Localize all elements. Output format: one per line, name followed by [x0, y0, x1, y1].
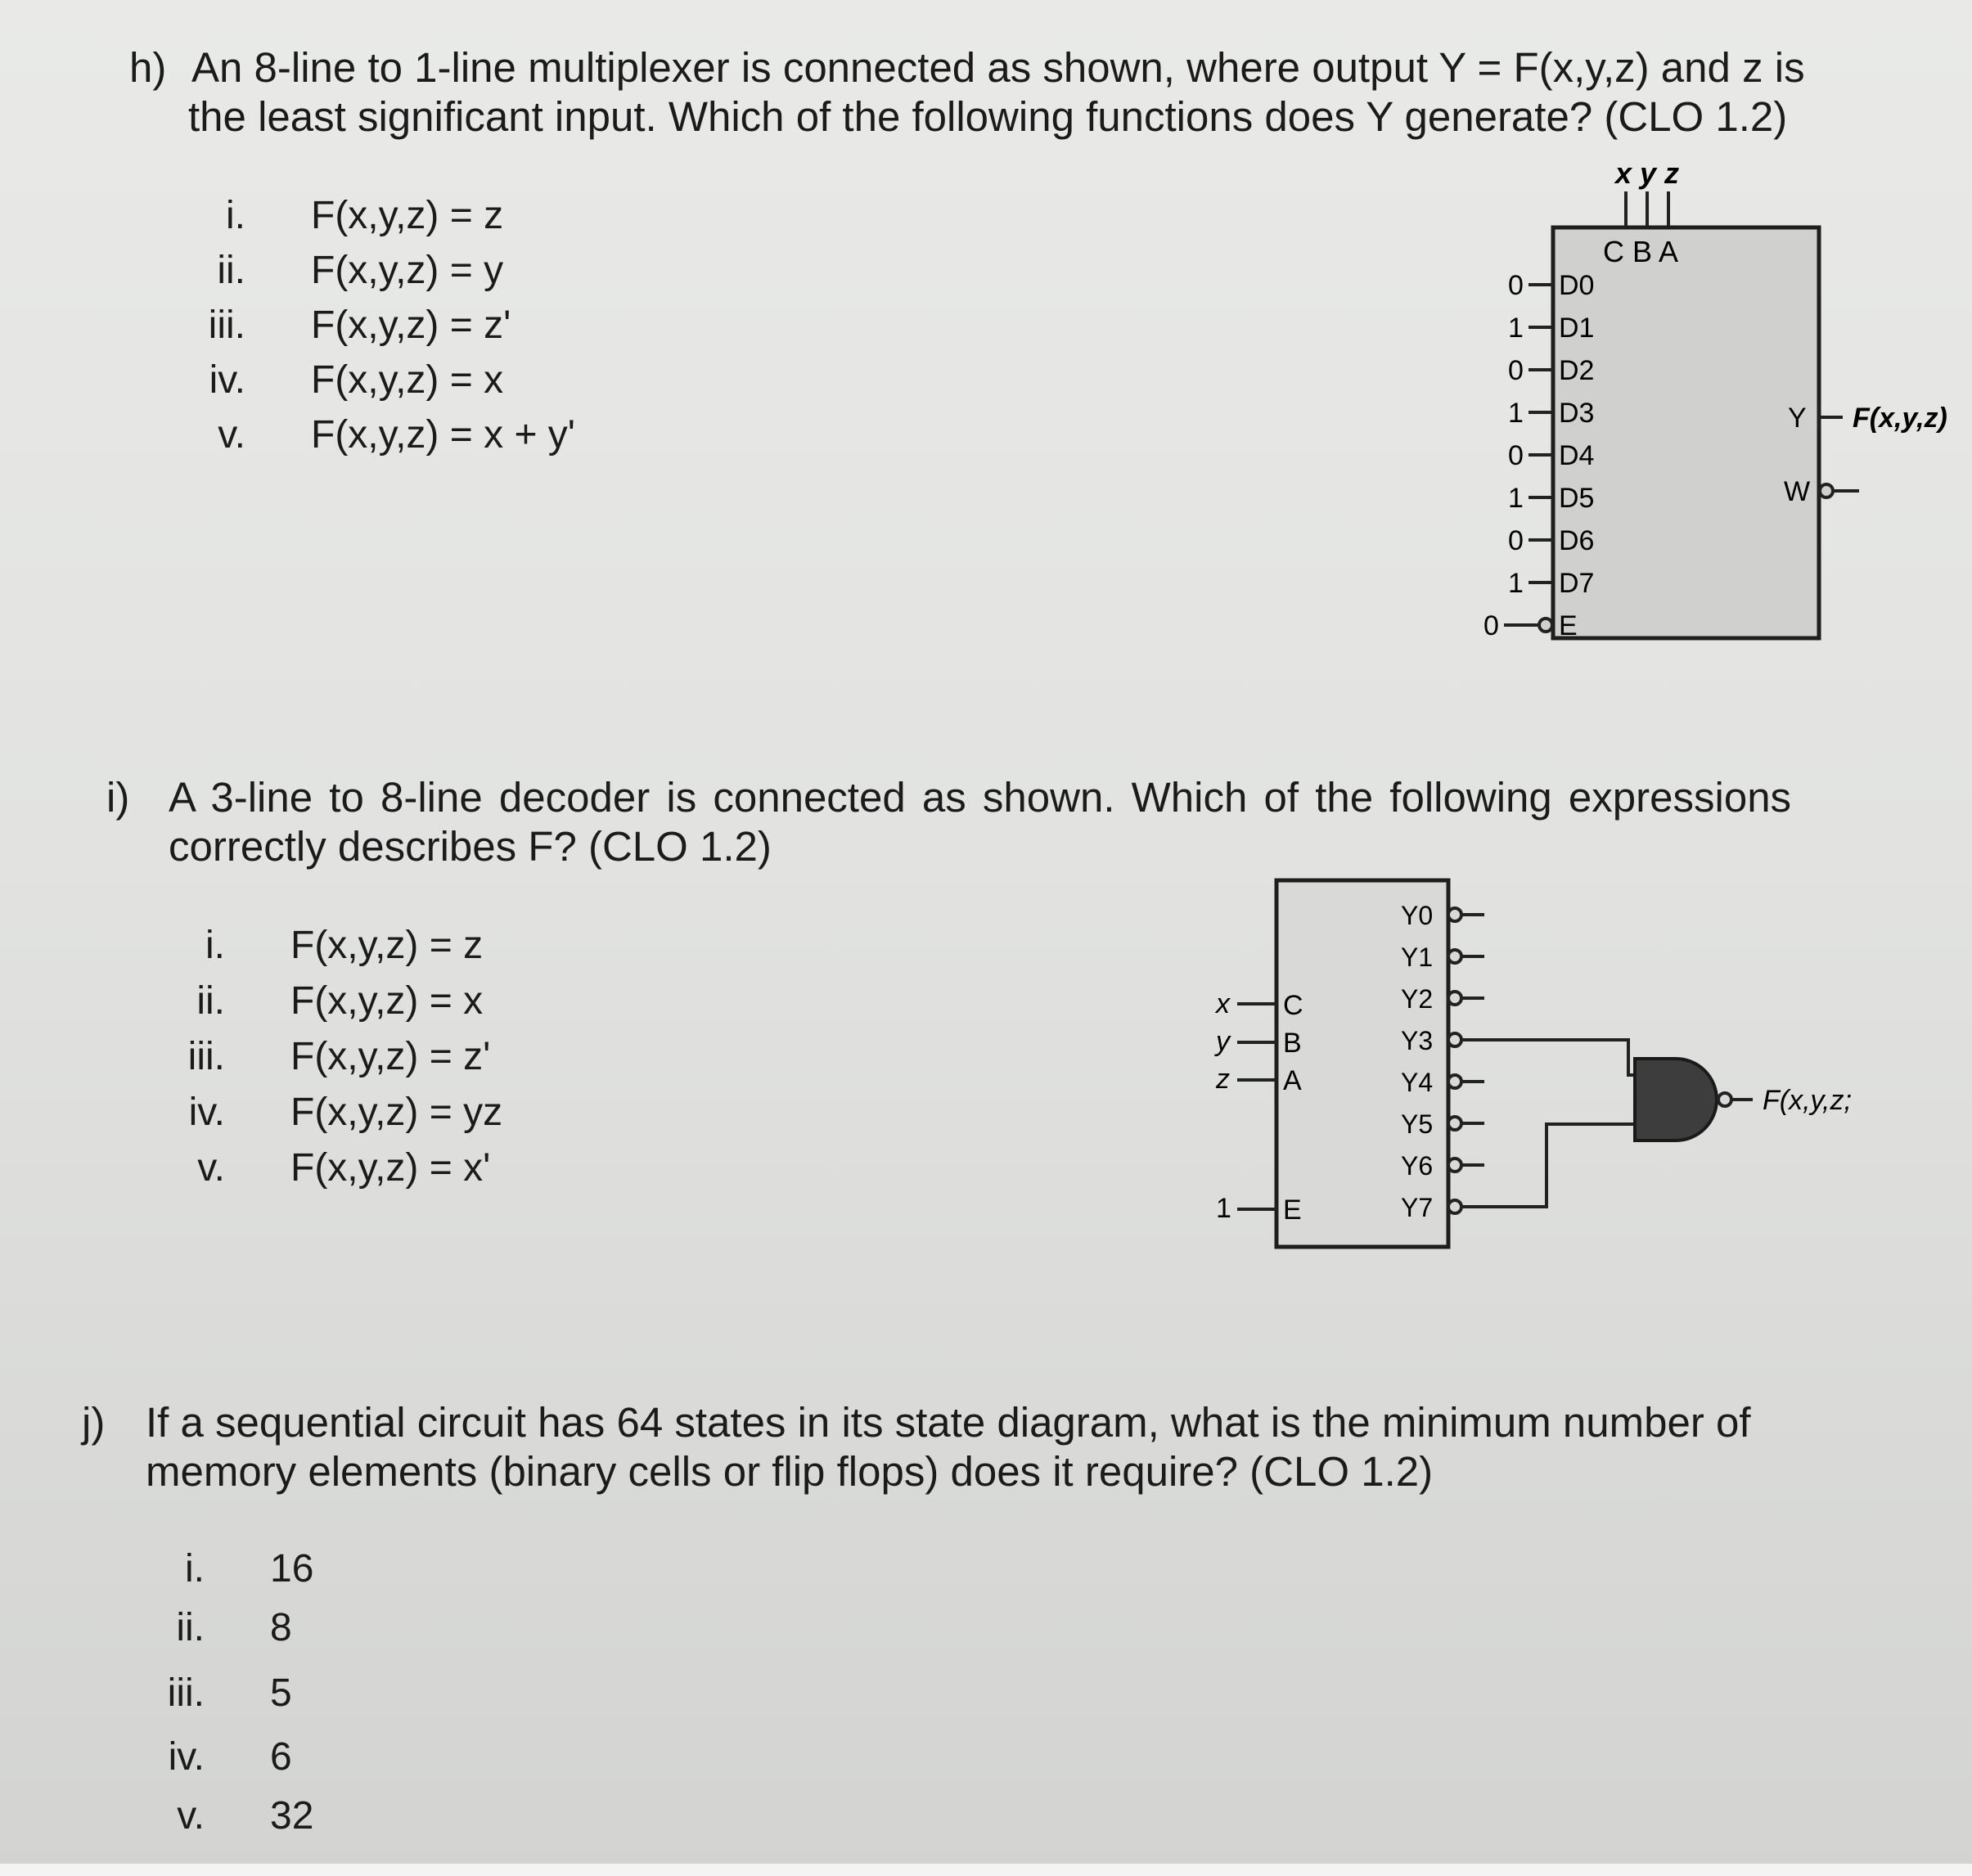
inversion-bubble-icon: [1448, 950, 1461, 963]
decoder-output-label: Y2: [1401, 984, 1434, 1014]
option-text: F(x,y,z) = x: [290, 979, 484, 1023]
mux-output-function: F(x,y,z): [1853, 403, 1947, 434]
question-h-label: h): [129, 44, 167, 91]
decoder-output-label: Y1: [1401, 942, 1434, 972]
mux-input-label: D1: [1559, 313, 1595, 344]
inversion-bubble-icon: [1448, 1075, 1461, 1088]
decoder-output-y3: [1401, 1026, 1461, 1055]
option-number: iv.: [209, 358, 245, 402]
question-h-line-2: the least significant input. Which of the following functions does Y generate? (CLO 1.2): [188, 93, 1788, 140]
inversion-bubble-icon: [1448, 1033, 1461, 1046]
option-text: F(x,y,z) = x + y': [311, 413, 575, 457]
option-number: iv.: [168, 1735, 205, 1779]
option-number: i.: [205, 924, 225, 967]
decoder-input-c: [1214, 988, 1303, 1021]
option-number: v.: [177, 1794, 205, 1838]
decoder-output-function: F(x,y,z;: [1763, 1085, 1852, 1116]
decoder-input-label: A: [1283, 1065, 1302, 1096]
question-i-label: i): [106, 774, 130, 821]
decoder-enable-signal: 1: [1216, 1193, 1231, 1224]
decoder-output-label: Y4: [1401, 1068, 1434, 1097]
option-number: v.: [197, 1146, 225, 1190]
question-i-line-2: correctly describes F? (CLO 1.2): [169, 823, 772, 870]
mux-output-w-label: W: [1784, 476, 1811, 507]
decoder-input-label: B: [1283, 1028, 1302, 1059]
option-text: 6: [270, 1735, 292, 1779]
mux-input-label: D7: [1559, 568, 1595, 599]
option-text: F(x,y,z) = z': [311, 304, 511, 347]
decoder-output-label: Y0: [1401, 901, 1434, 930]
inversion-bubble-icon: [1718, 1093, 1731, 1106]
decoder-input-signal: y: [1216, 1026, 1230, 1057]
decoder-output-y7: [1401, 1193, 1461, 1222]
mux-input-label: D2: [1559, 355, 1595, 386]
mux-input-value: 0: [1508, 440, 1524, 471]
mux-enable: [1484, 610, 1578, 641]
option-text: F(x,y,z) = x: [311, 358, 504, 402]
decoder-diagram: [1203, 867, 1923, 1268]
option-number: iii.: [167, 1671, 205, 1715]
inversion-bubble-icon: [1448, 908, 1461, 921]
decoder-input-b: [1214, 1026, 1302, 1059]
decoder-input-signal: x: [1216, 988, 1230, 1019]
option-number: iii.: [187, 1035, 225, 1078]
mux-input-value: 0: [1508, 355, 1524, 386]
option-text: F(x,y,z) = z': [290, 1035, 491, 1078]
option-number: ii.: [217, 249, 245, 292]
option-text: 32: [270, 1794, 314, 1838]
option-text: F(x,y,z) = y: [311, 249, 504, 292]
screen-bottom-edge: [0, 1864, 1972, 1876]
option-number: iii.: [208, 304, 245, 347]
decoder-output-label: Y5: [1401, 1109, 1434, 1139]
mux-input-label: D6: [1559, 525, 1595, 556]
mux-input-value: 0: [1508, 270, 1524, 301]
option-text: F(x,y,z) = z: [290, 924, 484, 967]
question-j-line-1: If a sequential circuit has 64 states in its state diagram, what is the minimum number of: [146, 1399, 1751, 1446]
option-number: i.: [226, 194, 245, 237]
option-number: v.: [218, 413, 245, 457]
option-text: 16: [270, 1547, 314, 1590]
option-number: ii.: [176, 1606, 205, 1649]
inversion-bubble-icon: [1448, 1158, 1461, 1172]
decoder-output-label: Y3: [1401, 1026, 1434, 1055]
mux-enable-value: 0: [1484, 610, 1499, 641]
inversion-bubble-icon: [1448, 992, 1461, 1005]
mux-input-value: 1: [1508, 483, 1524, 514]
option-text: F(x,y,z) = x': [290, 1146, 491, 1190]
question-j-label: j): [82, 1399, 106, 1446]
decoder-body: [1276, 880, 1448, 1247]
mux-input-label: D4: [1559, 440, 1595, 471]
mux-input-label: D5: [1559, 483, 1595, 514]
mux-output-w: [1784, 476, 1859, 507]
mux-input-value: 1: [1508, 313, 1524, 344]
inversion-bubble-icon: [1448, 1200, 1461, 1213]
mux-top-inputs: x y z: [1614, 156, 1680, 190]
inversion-bubble-icon: [1820, 484, 1833, 497]
decoder-enable: [1216, 1193, 1302, 1226]
mux-input-label: D0: [1559, 270, 1595, 301]
option-text: 8: [270, 1606, 292, 1649]
question-h-line-1: An 8-line to 1-line multiplexer is connected as shown, where output Y = F(x,y,z) and z is: [191, 44, 1805, 91]
mux-output-y-label: Y: [1788, 403, 1807, 434]
multiplexer-diagram: [1456, 155, 1947, 663]
inversion-bubble-icon: [1539, 619, 1552, 632]
option-number: iv.: [188, 1091, 225, 1134]
question-j-line-2: memory elements (binary cells or flip flops) does it require? (CLO 1.2): [146, 1448, 1434, 1495]
mux-enable-label: E: [1559, 610, 1578, 641]
decoder-input-label: C: [1283, 990, 1303, 1021]
option-text: 5: [270, 1671, 292, 1715]
mux-select-labels: C B A: [1602, 235, 1679, 268]
decoder-input-signal: z: [1216, 1064, 1230, 1095]
mux-input-value: 0: [1508, 525, 1524, 556]
option-number: i.: [185, 1547, 205, 1590]
mux-input-value: 1: [1508, 398, 1524, 429]
option-text: F(x,y,z) = z: [311, 194, 504, 237]
wire-y7-to-gate: [1461, 1124, 1635, 1207]
decoder-input-a: [1215, 1064, 1302, 1096]
nand-gate-icon: [1635, 1059, 1717, 1140]
wire-y3-to-gate: [1461, 1040, 1635, 1075]
option-number: ii.: [196, 979, 225, 1023]
question-i-line-1: A 3-line to 8-line decoder is connected as shown. Which of the following expressions: [169, 774, 1792, 821]
decoder-output-label: Y6: [1401, 1151, 1434, 1181]
mux-input-label: D3: [1559, 398, 1595, 429]
decoder-enable-label: E: [1283, 1194, 1302, 1226]
option-text: F(x,y,z) = yz: [290, 1091, 503, 1134]
inversion-bubble-icon: [1448, 1117, 1461, 1130]
mux-input-value: 1: [1508, 568, 1524, 599]
decoder-output-label: Y7: [1401, 1193, 1434, 1222]
